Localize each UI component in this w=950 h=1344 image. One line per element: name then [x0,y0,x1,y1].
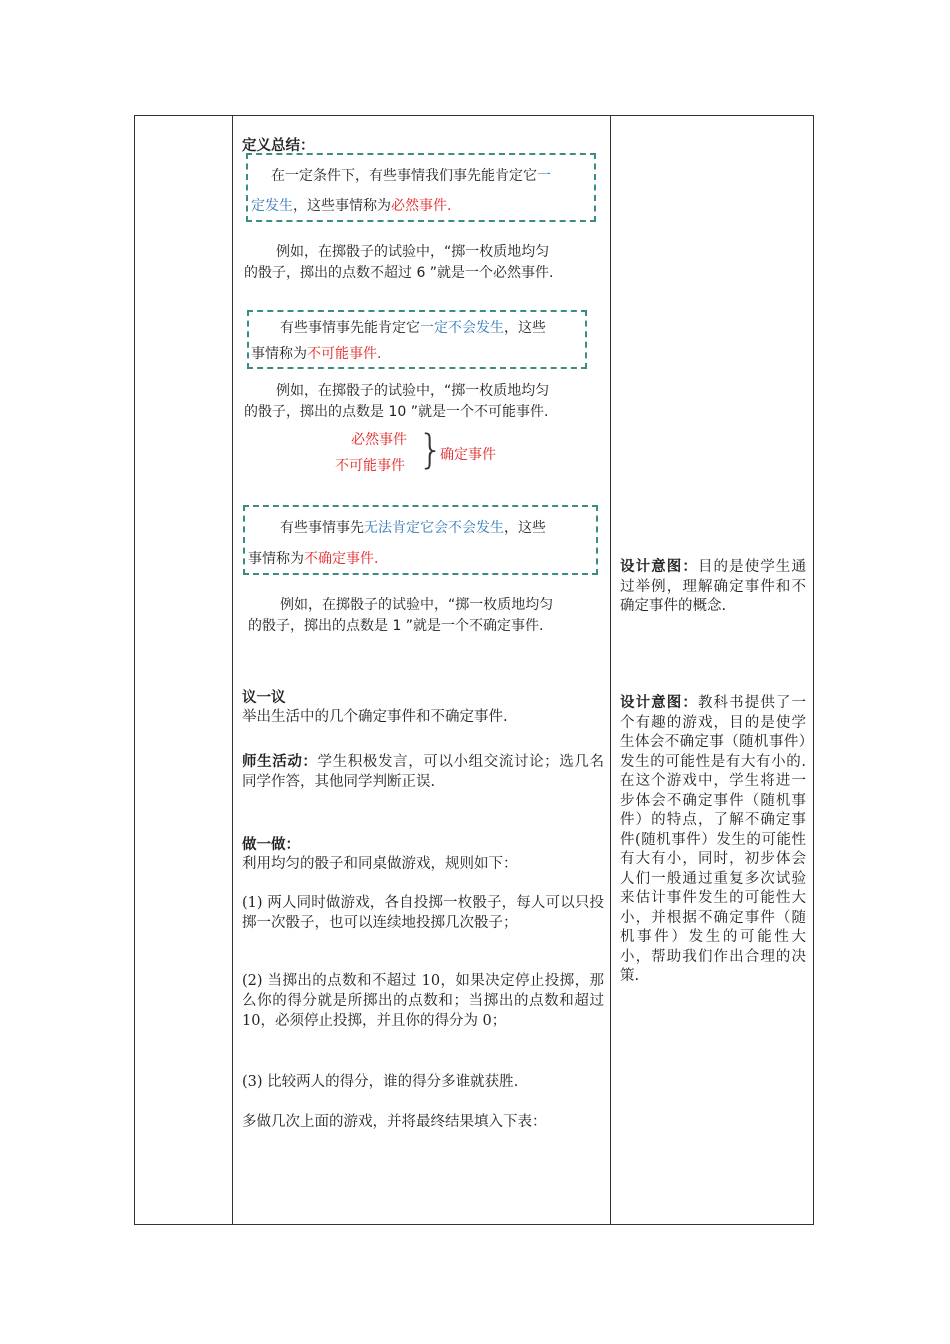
column-divider-left [232,116,233,1224]
example3-line2: 的骰子，掷出的点数是 1 ”就是一个不确定事件. [248,618,544,634]
example1-line2: 的骰子，掷出的点数不超过 6 ”就是一个必然事件. [244,265,554,281]
doit-outro: 多做几次上面的游戏，并将最终结果填入下表： [242,1114,547,1130]
design-intent-2: 设计意图：教科书提供了一个有趣的游戏，目的是使学生体会不确定事（随机事件）发生的可能性是有大有小的.在这个游戏中，学生将进一步体会不确定事件（随机事件）的特点，了解不确定事件(随机事件）发生的可能性有大有小，同时，初步体会人们一般通过重复多次试验来估计事件发生的可能性大小，并根据不确定事件（随机事件）发生的可能性大小，帮助我们作出合理的决策. [620,695,807,984]
certain-line2: 定发生，这些事情称为必然事件. [251,198,452,214]
impossible-line1: 有些事情事先能肯定它一定不会发生，这些 [280,320,546,336]
discuss-text: 举出生活中的几个确定事件和不确定事件. [242,709,508,725]
example2-line1: 例如，在掷骰子的试验中，“掷一枚质地均匀 [276,383,550,399]
term-certain-event: 必然事件 [391,198,447,214]
doit-heading: 做一做： [242,837,300,853]
brace-result-determined: 确定事件 [440,447,496,463]
curly-brace-icon: } [418,427,444,473]
term-impossible-event: 不可能事件 [307,346,377,362]
activity-paragraph: 师生活动：学生积极发言，可以小组交流讨论；选几名同学作答，其他同学判断正误. [242,754,605,790]
brace-item-impossible: 不可能事件 [335,458,405,474]
activity-label: 师生活动： [242,754,318,770]
brace-item-certain: 必然事件 [351,432,407,448]
uncertain-line2: 事情称为不确定事件. [248,551,379,567]
impossible-line2: 事情称为不可能事件. [251,346,382,362]
definition-heading: 定义总结： [242,138,315,154]
doit-rule-1: (1) 两人同时做游戏，各自投掷一枚骰子，每人可以只投掷一次骰子，也可以连续地投掷几次骰子； [242,895,604,931]
uncertain-line1: 有些事情事先无法肯定它会不会发生，这些 [280,520,546,536]
certain-line1: 在一定条件下，有些事情我们事先能肯定它一 [271,168,551,184]
example1-line1: 例如，在掷骰子的试验中，“掷一枚质地均匀 [276,244,550,260]
discuss-heading: 议一议 [242,690,286,706]
design-intent-1-label: 设计意图： [620,559,698,575]
example2-line2: 的骰子，掷出的点数是 10 ”就是一个不可能事件. [244,404,549,420]
example3-line1: 例如，在掷骰子的试验中，“掷一枚质地均匀 [280,597,554,613]
design-intent-1: 设计意图：目的是使学生通过举例，理解确定事件和不确定事件的概念. [620,559,807,614]
column-divider-right [610,116,611,1224]
doit-rule-2: (2) 当掷出的点数和不超过 10，如果决定停止投掷，那么你的得分就是所掷出的点数和；当掷出的点数和超过 10，必须停止投掷，并且你的得分为 0； [242,973,604,1029]
term-uncertain-event: 不确定事件 [304,551,374,567]
doit-rule-3: (3) 比较两人的得分，谁的得分多谁就获胜. [242,1074,519,1090]
doit-intro: 利用均匀的骰子和同桌做游戏，规则如下： [242,856,518,872]
design-intent-2-label: 设计意图： [620,695,698,711]
